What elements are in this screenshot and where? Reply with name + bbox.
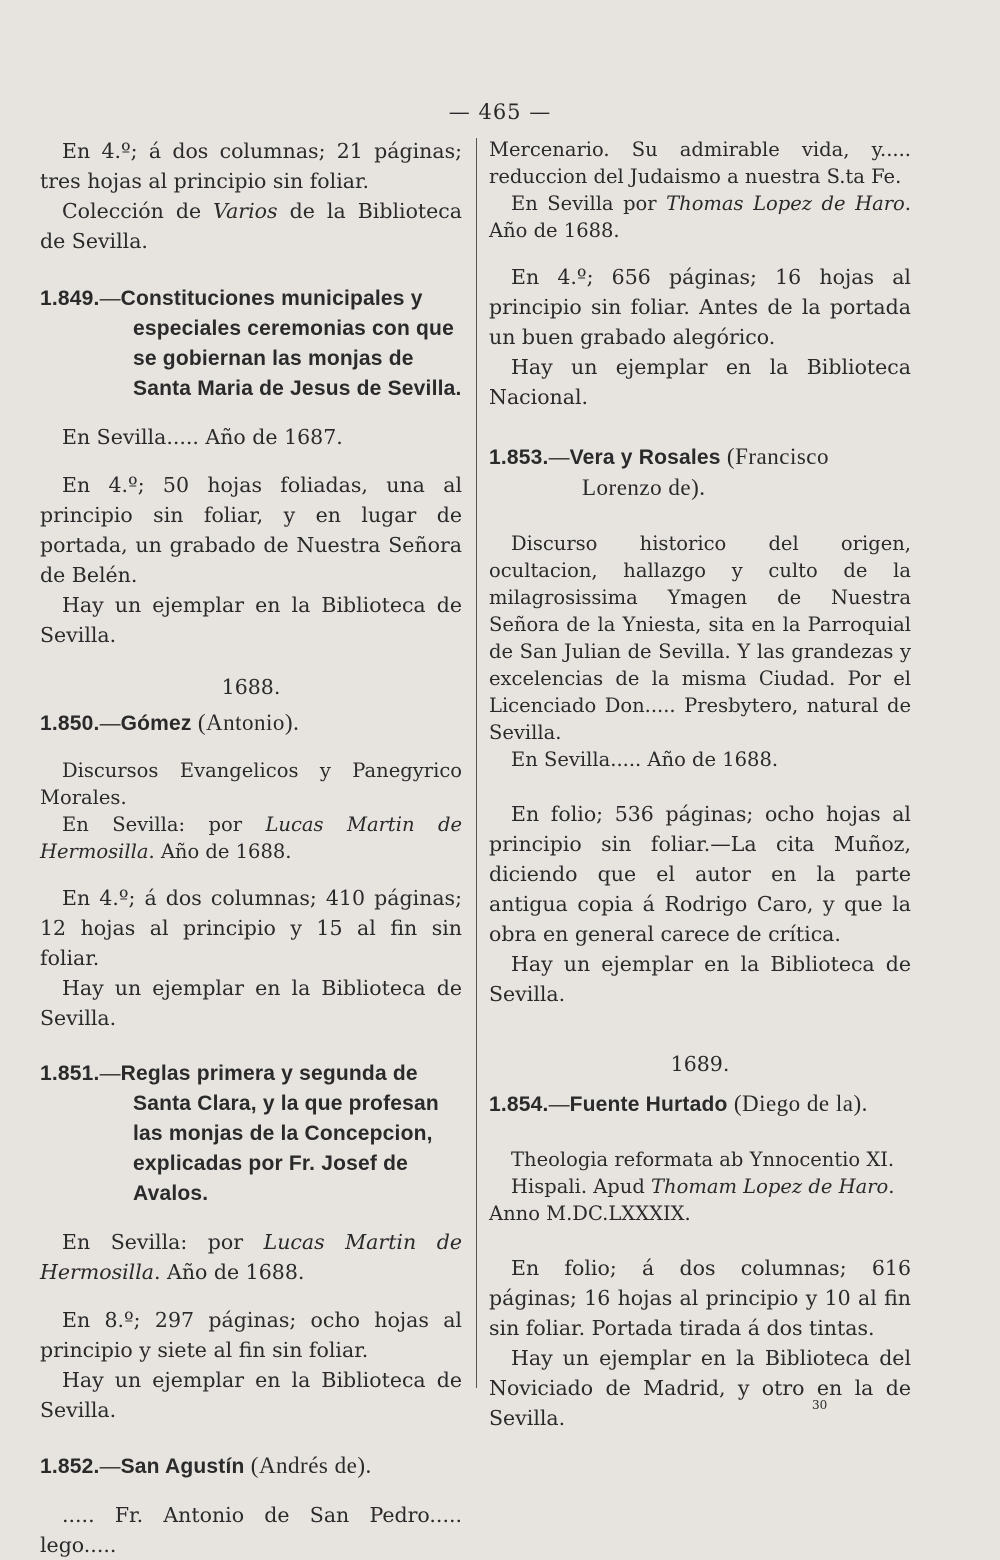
- entry-title: Reglas primera y segunda de Santa Clara, y la que profesan las monjas de la Concepcion, explicadas por Fr. Josef de Avalos.: [120, 1062, 439, 1205]
- paragraph: En 4.º; 656 páginas; 16 hojas al principio sin foliar. Antes de la portada un buen grabado alegórico.: [489, 265, 911, 349]
- page-number: — 465 —: [448, 100, 552, 124]
- paragraph: En Sevilla: por Lucas Martin de Hermosilla. Año de 1688.: [40, 813, 462, 863]
- column-divider: [476, 138, 477, 1388]
- entry-number: 1.854.: [489, 1093, 549, 1116]
- paragraph: En Sevilla..... Año de 1687.: [62, 425, 343, 449]
- entry-1850-heading: 1.850.—Gómez (Antonio).: [40, 710, 300, 735]
- printer-signature: 30: [812, 1398, 828, 1412]
- entry-number: 1.851.: [40, 1062, 100, 1085]
- entry-1853-heading: 1.853.—Vera y Rosales (Francisco Lorenzo de).: [489, 444, 829, 500]
- paragraph: En folio; 536 páginas; ocho hojas al principio sin foliar.—La cita Muñoz, diciendo que el autor en la parte antigua copia á Rodrigo Caro, y que la obra en general carece de crítica.: [489, 802, 911, 946]
- right-column: [489, 136, 911, 1433]
- paragraph: Hay un ejemplar en la Biblioteca de Sevilla.: [40, 976, 462, 1030]
- paragraph: Mercenario. Su admirable vida, y..... reduccion del Judaismo a nuestra S.ta Fe.: [489, 138, 911, 188]
- entry-author: Vera y Rosales: [569, 446, 721, 469]
- paragraph: Colección de Varios de la Biblioteca de Sevilla.: [40, 199, 462, 253]
- paragraph: En Sevilla por Thomas Lopez de Haro. Año de 1688.: [489, 192, 911, 242]
- entry-number: 1.850.: [40, 712, 100, 735]
- left-column: [40, 136, 462, 1560]
- paragraph: Hay un ejemplar en la Biblioteca del Noviciado de Madrid, y otro en la de Sevilla.: [489, 1346, 911, 1430]
- entry-number: 1.849.: [40, 287, 100, 310]
- entry-author: Gómez: [120, 712, 192, 735]
- entry-author: Fuente Hurtado: [569, 1093, 728, 1116]
- paragraph: En Sevilla: por Lucas Martin de Hermosilla. Año de 1688.: [40, 1230, 462, 1284]
- year-heading: 1688.: [221, 675, 281, 699]
- paragraph: En folio; á dos columnas; 616 páginas; 16 hojas al principio y 10 al fin sin foliar. Portada tirada á dos tintas.: [489, 1256, 911, 1340]
- paragraph: Hispali. Apud Thomam Lopez de Haro. Anno M.DC.LXXXIX.: [489, 1175, 895, 1225]
- year-heading: 1689.: [670, 1052, 730, 1076]
- paragraph: En 4.º; á dos columnas; 410 páginas; 12 hojas al principio y 15 al fin sin foliar.: [40, 886, 462, 970]
- entry-author: San Agustín: [120, 1455, 245, 1478]
- paragraph: Hay un ejemplar en la Biblioteca de Sevilla.: [40, 593, 462, 647]
- paragraph: Hay un ejemplar en la Biblioteca de Sevilla.: [489, 952, 911, 1006]
- paragraph: Hay un ejemplar en la Biblioteca de Sevilla.: [40, 1368, 462, 1422]
- paragraph: Hay un ejemplar en la Biblioteca Nacional.: [489, 355, 911, 409]
- paragraph: Theologia reformata ab Ynnocentio XI.: [511, 1148, 895, 1171]
- entry-1849-heading: 1.849.—Constituciones municipales y especiales ceremonias con que se gobiernan las monjas de Santa Maria de Jesus de Sevilla.: [40, 287, 462, 400]
- paragraph: En 8.º; 297 páginas; ocho hojas al principio y siete al fin sin foliar.: [40, 1308, 462, 1362]
- paragraph: En 4.º; 50 hojas foliadas, una al principio sin foliar, y en lugar de portada, un grabado de Nuestra Señora de Belén.: [40, 473, 462, 587]
- paragraph: ..... Fr. Antonio de San Pedro..... lego.....: [40, 1503, 462, 1557]
- paragraph: Discurso historico del origen, ocultacion, hallazgo y culto de la milagrosissima Ymagen de Nuestra Señora de la Yniesta, sita en la Parroquial de San Julian de Sevilla. Y las grandezas y excelencias de la misma Ciudad. Por el Licenciado Don..... Presbytero, natural de Sevilla.: [489, 532, 911, 744]
- entry-number: 1.852.: [40, 1455, 100, 1478]
- entry-number: 1.853.: [489, 446, 549, 469]
- paragraph: En Sevilla..... Año de 1688.: [511, 748, 779, 771]
- paragraph: En 4.º; á dos columnas; 21 páginas; tres hojas al principio sin foliar.: [40, 139, 462, 193]
- entry-1851-heading: 1.851.—Reglas primera y segunda de Santa Clara, y la que profesan las monjas de la Concepcion, explicadas por Fr. Josef de Avalos.: [40, 1062, 439, 1205]
- entry-title: Constituciones municipales y especiales ceremonias con que se gobiernan las monjas de Santa Maria de Jesus de Sevilla.: [120, 287, 462, 400]
- entry-1854-heading: 1.854.—Fuente Hurtado (Diego de la).: [489, 1091, 868, 1116]
- paragraph: Discursos Evangelicos y Panegyrico Morales.: [40, 759, 462, 809]
- entry-1852-heading: 1.852.—San Agustín (Andrés de).: [40, 1453, 372, 1478]
